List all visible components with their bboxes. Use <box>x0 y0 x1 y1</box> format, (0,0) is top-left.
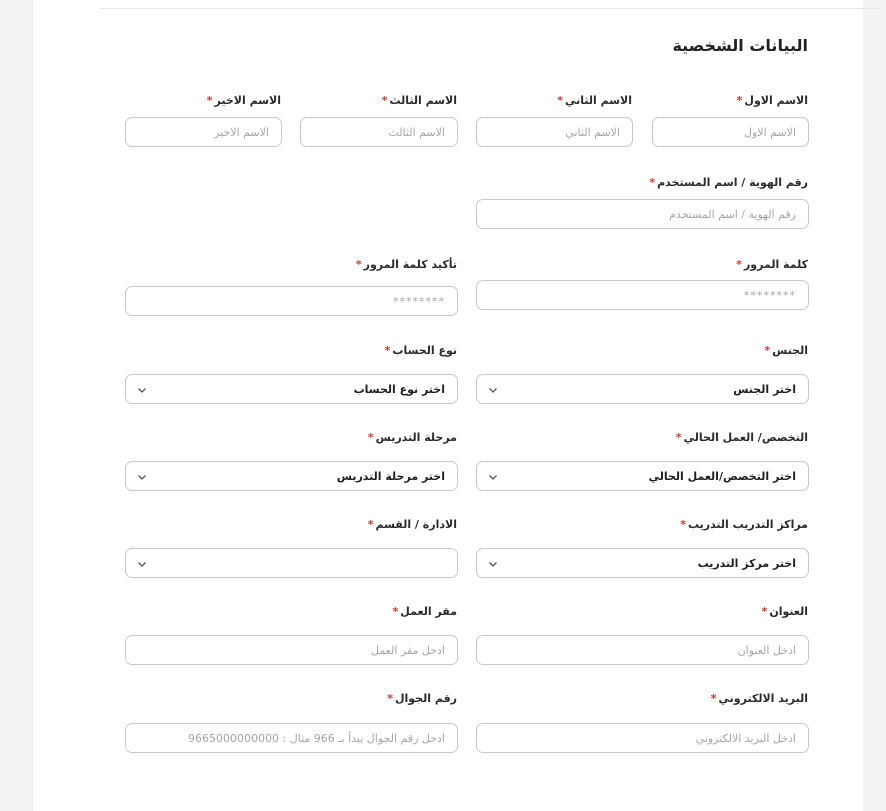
workplace-input[interactable]: ادخل مقر العمل <box>125 635 458 665</box>
password-input[interactable]: ******** <box>476 280 809 310</box>
third-name-label: الاسم الثالث* <box>381 94 457 107</box>
email-input[interactable]: ادخل البريد الالكتروني <box>476 723 809 753</box>
account-type-label: نوع الحساب* <box>384 344 457 357</box>
department-select[interactable] <box>125 548 458 578</box>
department-label: الادارة / القسم* <box>367 518 457 531</box>
id-username-input[interactable]: رقم الهوية / اسم المستخدم <box>476 199 809 229</box>
training-center-select[interactable]: اختر مركز التدريب <box>476 548 809 578</box>
gender-select[interactable]: اختر الجنس <box>476 374 809 404</box>
gender-label: الجنس* <box>764 344 808 357</box>
top-divider <box>100 8 880 9</box>
last-name-input[interactable]: الاسم الاخير <box>125 117 282 147</box>
specialization-label: التخصص/ العمل الحالي* <box>675 431 808 444</box>
teaching-stage-select[interactable]: اختر مرحلة التدريس <box>125 461 458 491</box>
training-center-label: مراكز التدريب التدريب* <box>680 518 808 531</box>
specialization-select[interactable]: اختر التخصص/العمل الحالي <box>476 461 809 491</box>
chevron-down-icon <box>487 384 499 396</box>
chevron-down-icon <box>136 471 148 483</box>
first-name-input[interactable]: الاسم الاول <box>652 117 809 147</box>
address-label: العنوان* <box>761 605 808 618</box>
account-type-select[interactable]: اختر نوع الحساب <box>125 374 458 404</box>
workplace-label: مقر العمل* <box>392 605 457 618</box>
mobile-input[interactable]: ادخل رقم الجوال يبدأ بـ 966 مثال : 9665000000000 <box>125 723 458 753</box>
second-name-input[interactable]: الاسم الثاني <box>476 117 633 147</box>
chevron-down-icon <box>487 558 499 570</box>
chevron-down-icon <box>136 558 148 570</box>
confirm-password-label: تأكيد كلمة المرور* <box>355 258 457 271</box>
section-title: البيانات الشخصية <box>672 36 808 55</box>
id-username-label: رقم الهوية / اسم المستخدم* <box>649 176 808 189</box>
last-name-label: الاسم الاخير* <box>206 94 281 107</box>
second-name-label: الاسم الثاني* <box>557 94 632 107</box>
address-input[interactable]: ادخل العنوان <box>476 635 809 665</box>
email-label: البريد الالكتروني* <box>710 692 808 705</box>
password-label: كلمة المرور* <box>736 258 808 271</box>
first-name-label: الاسم الاول* <box>736 94 808 107</box>
third-name-input[interactable]: الاسم الثالث <box>300 117 458 147</box>
mobile-label: رقم الجوال* <box>387 692 457 705</box>
chevron-down-icon <box>487 471 499 483</box>
chevron-down-icon <box>136 384 148 396</box>
confirm-password-input[interactable]: ******** <box>125 286 458 316</box>
teaching-stage-label: مرحلة التدريس* <box>367 431 457 444</box>
